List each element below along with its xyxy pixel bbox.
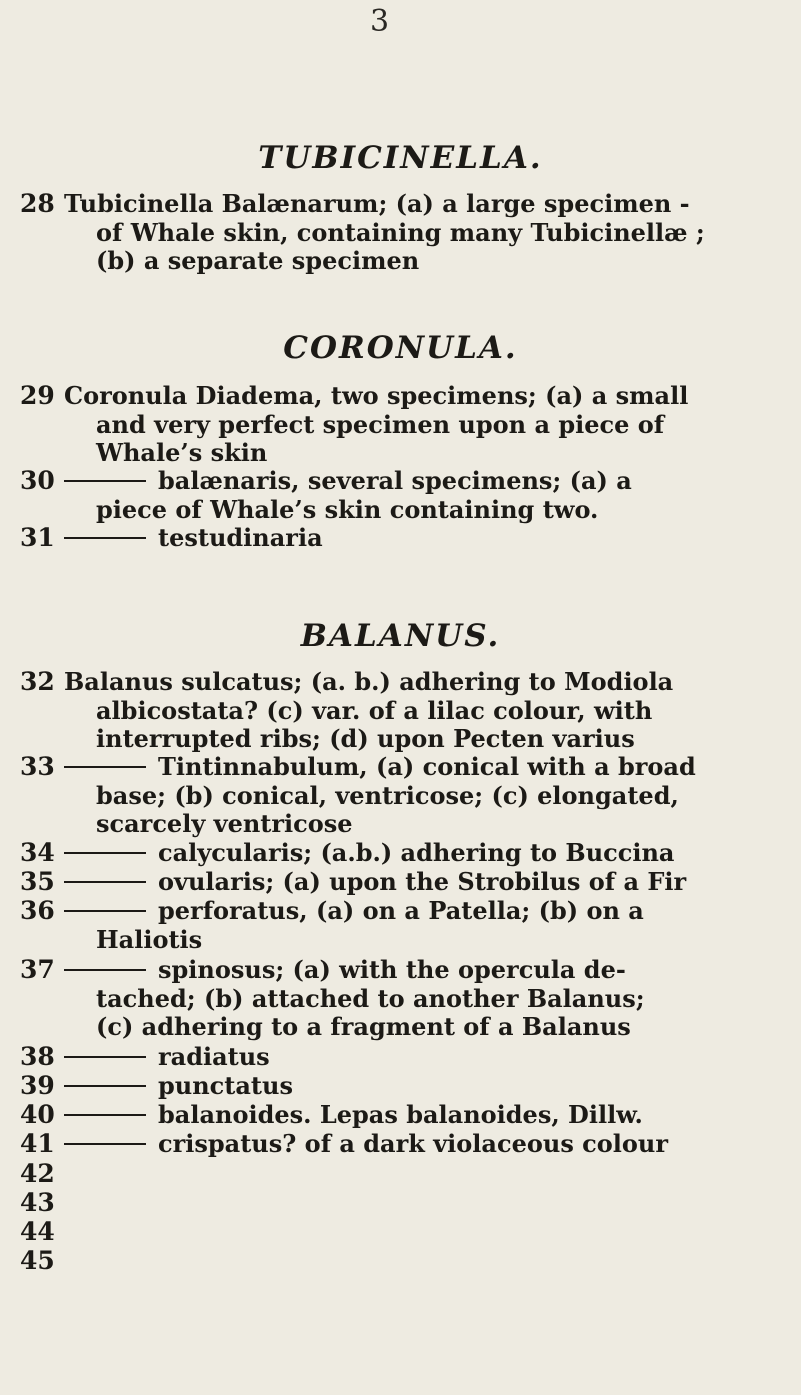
section-heading-balanus: BALANUS. — [300, 618, 501, 654]
entry-line: and very perfect specimen upon a piece of — [96, 409, 665, 439]
entry-31 — [20, 524, 790, 553]
entry-line: piece of Whale’s skin containing two. — [96, 494, 599, 524]
entry-number: 31 — [20, 523, 55, 552]
entry-line: Haliotis — [96, 924, 203, 954]
ditto-dash — [64, 852, 146, 854]
entry-line: spinosus; (a) with the opercula de- — [158, 955, 626, 984]
entry-line: calycularis; (a.b.) adhering to Buccina — [158, 838, 675, 867]
ditto-dash — [64, 1056, 146, 1058]
entry-number: 39 — [20, 1071, 55, 1100]
page-number: 3 — [370, 4, 390, 39]
section-heading-tubicinella: TUBICINELLA. — [258, 140, 543, 176]
entry-line: interrupted ribs; (d) upon Pecten varius — [96, 724, 635, 753]
entry-line: scarcely ventricose — [96, 809, 353, 838]
entry-line: albicostata? (c) var. of a lilac colour, with — [96, 695, 653, 725]
entry-28 — [20, 190, 790, 276]
entry-33 — [20, 753, 790, 839]
entry-35 — [20, 868, 790, 897]
entry-line: punctatus — [158, 1071, 293, 1100]
ditto-dash — [64, 969, 146, 971]
entry-number: 38 — [20, 1042, 55, 1071]
entry-number: 28 — [20, 189, 55, 218]
entry-line: ovularis; (a) upon the Strobilus of a Fir — [158, 867, 687, 896]
entry-44-number: 44 — [20, 1217, 55, 1246]
entry-number: 37 — [20, 955, 55, 984]
entry-line: base; (b) conical, ventricose; (c) elongated, — [96, 780, 679, 810]
entry-number: 29 — [20, 381, 55, 410]
entry-30 — [20, 467, 790, 524]
entry-40 — [20, 1101, 790, 1130]
entry-number: 36 — [20, 896, 55, 925]
entry-number: 34 — [20, 838, 55, 867]
entry-37 — [20, 956, 790, 1042]
entry-29 — [20, 382, 790, 468]
entry-42-number: 42 — [20, 1159, 55, 1188]
entry-line: perforatus, (a) on a Patella; (b) on a — [158, 896, 644, 925]
entry-line: testudinaria — [158, 523, 323, 552]
entry-line: Whale’s skin — [96, 438, 268, 467]
ditto-dash — [64, 1114, 146, 1116]
entry-34 — [20, 839, 790, 868]
entry-number: 35 — [20, 867, 55, 896]
entry-line: crispatus? of a dark violaceous colour — [158, 1129, 669, 1158]
entry-line: Tubicinella Balænarum; (a) a large specimen - — [64, 189, 690, 218]
ditto-dash — [64, 1085, 146, 1087]
entry-line: Tintinnabulum, (a) conical with a broad — [158, 752, 696, 781]
ditto-dash — [64, 480, 146, 482]
ditto-dash — [64, 766, 146, 768]
entry-line: balænaris, several specimens; (a) a — [158, 466, 632, 495]
ditto-dash — [64, 537, 146, 539]
entry-number: 32 — [20, 667, 55, 696]
ditto-dash — [64, 1143, 146, 1145]
entry-number: 30 — [20, 466, 55, 495]
entry-36 — [20, 897, 790, 954]
entry-line: (c) adhering to a fragment of a Balanus — [96, 1012, 631, 1041]
entry-number: 33 — [20, 752, 55, 781]
entry-line: Balanus sulcatus; (a. b.) adhering to Modiola — [64, 667, 674, 696]
entry-line: radiatus — [158, 1042, 270, 1071]
entry-line: Coronula Diadema, two specimens; (a) a small — [64, 381, 689, 410]
entry-line: (b) a separate specimen — [96, 246, 420, 275]
entry-32 — [20, 668, 790, 754]
entry-39 — [20, 1072, 790, 1101]
ditto-dash — [64, 881, 146, 883]
entry-43-number: 43 — [20, 1188, 55, 1217]
entry-45-number: 45 — [20, 1246, 55, 1275]
entry-41 — [20, 1130, 790, 1159]
ditto-dash — [64, 910, 146, 912]
entry-number: 40 — [20, 1100, 55, 1129]
entry-line: tached; (b) attached to another Balanus; — [96, 983, 645, 1013]
entry-number: 41 — [20, 1129, 55, 1158]
section-heading-coronula: CORONULA. — [283, 330, 518, 366]
entry-line: of Whale skin, containing many Tubicinellæ ; — [96, 217, 705, 247]
entry-38 — [20, 1043, 790, 1072]
entry-line: balanoides. Lepas balanoides, Dillw. — [158, 1100, 643, 1129]
